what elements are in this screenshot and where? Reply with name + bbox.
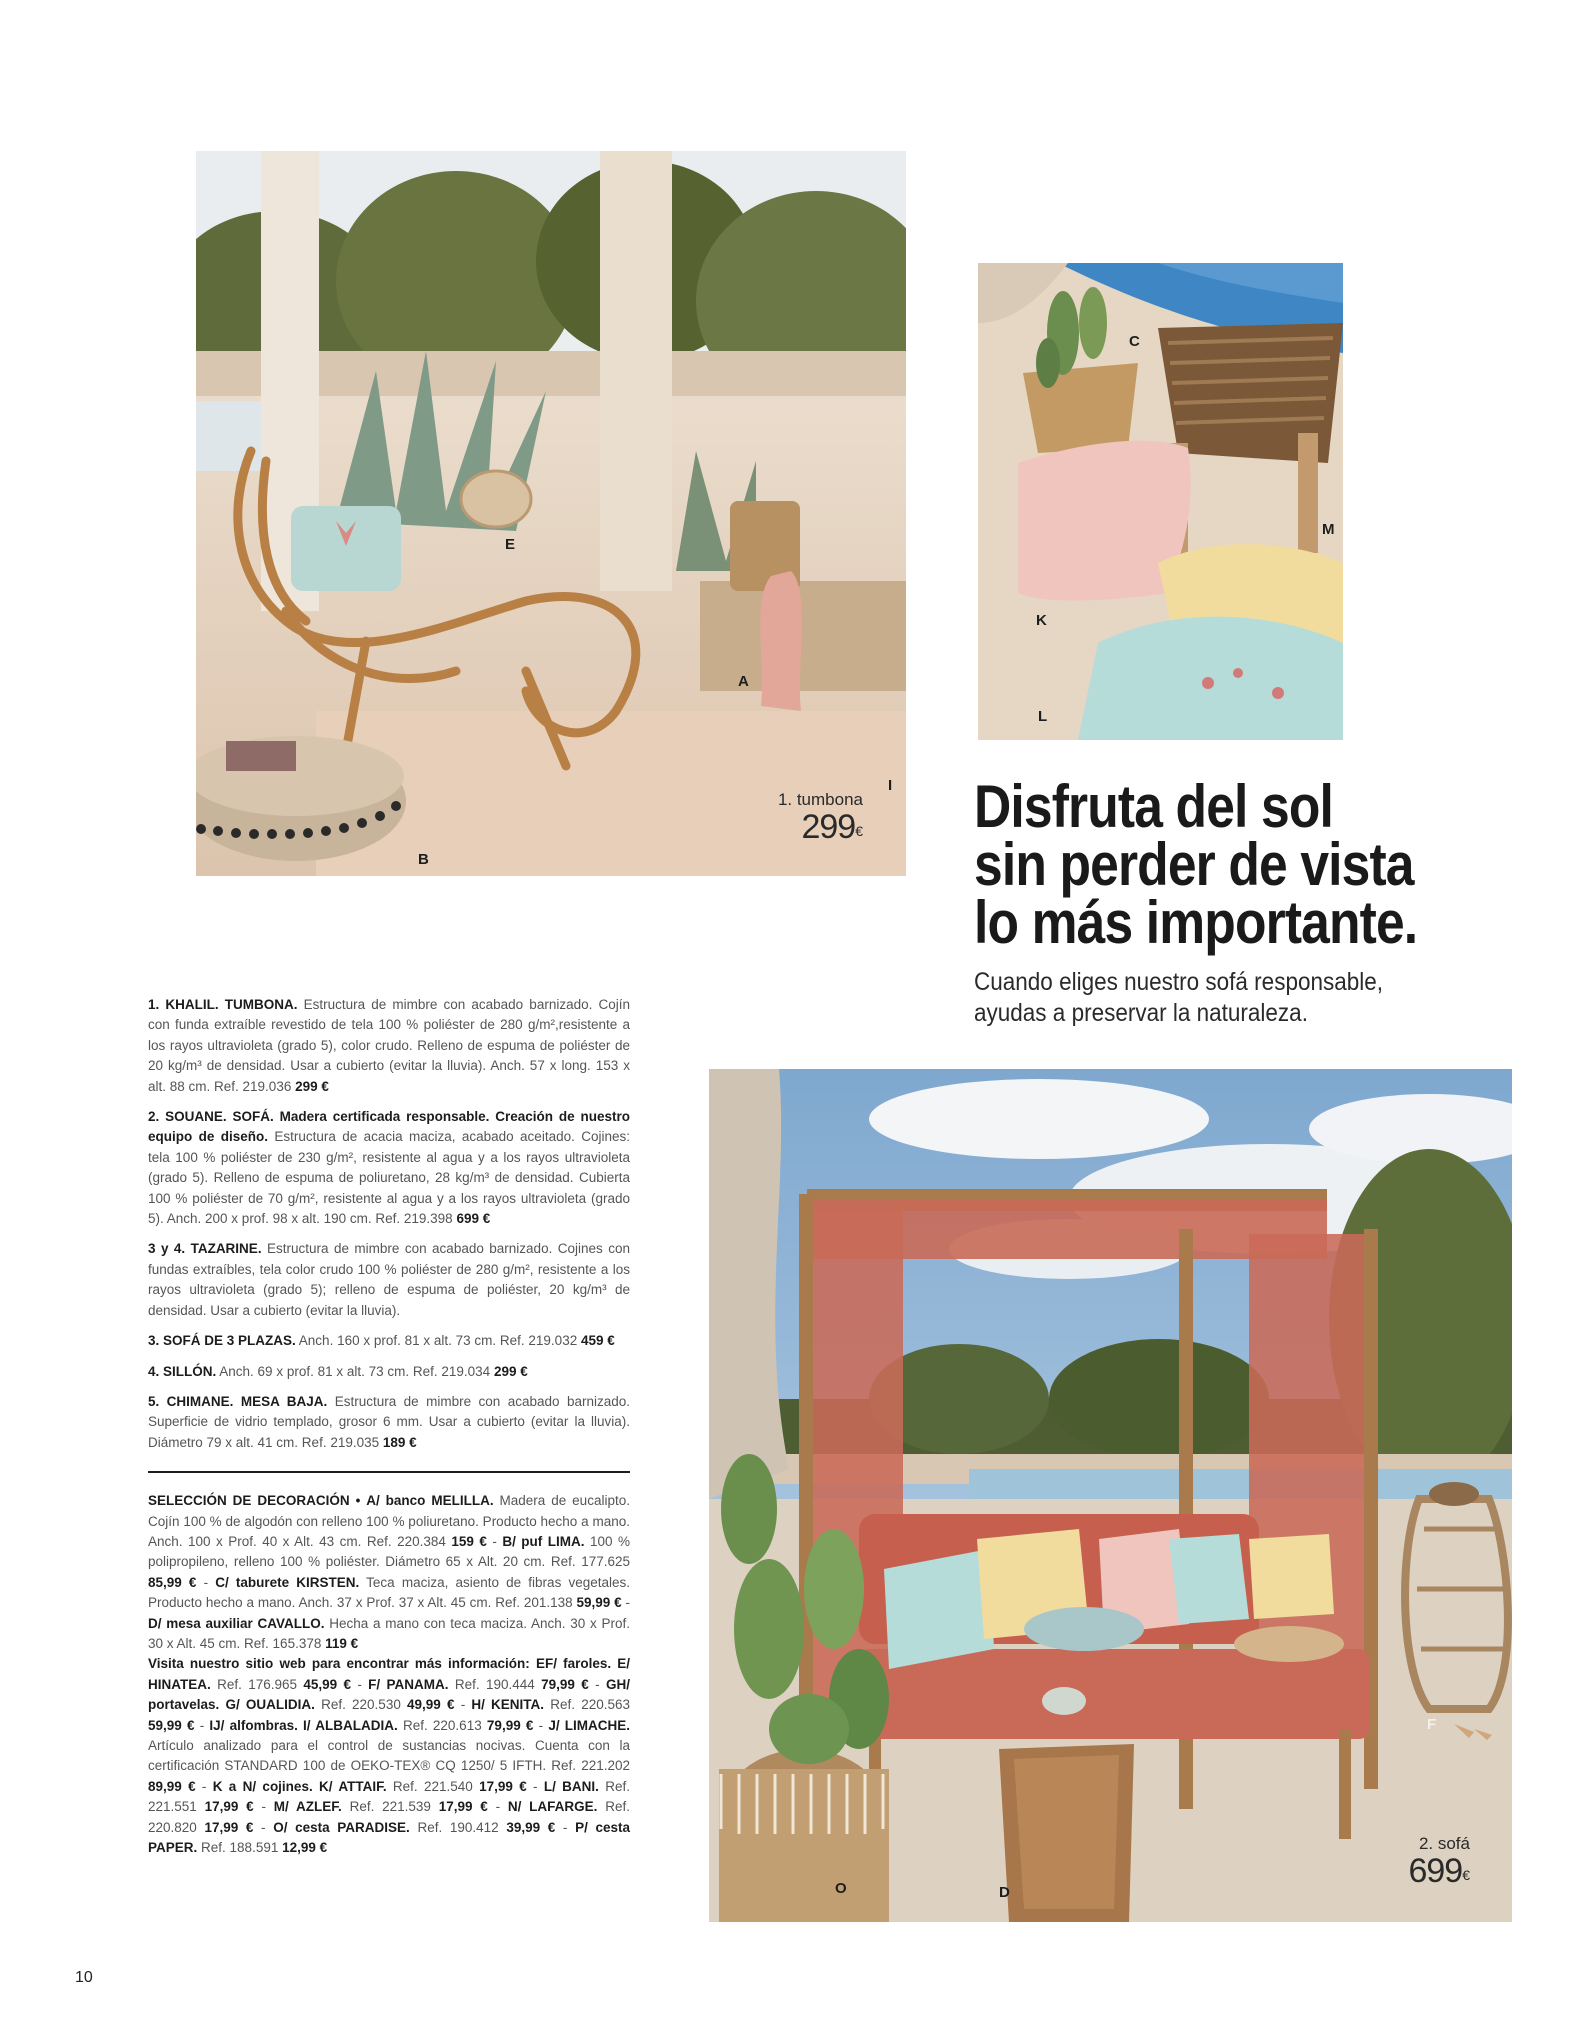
web-item: P/ cesta PAPER. Ref. 188.591 12,99 € [148, 1819, 630, 1856]
tumbona-price-label: 1. tumbona [777, 790, 863, 809]
item-letter-b: B [418, 851, 429, 868]
product-entry: 3 y 4. TAZARINE. Estructura de mimbre con acabado barnizado. Cojines con fundas extraíbles, tela color crudo 100 % poliéster de 280 g/m², resistente a los rayos ultravioleta (grado 5); relleno de espuma de poliéster, 20 kg/m³ de densidad. Usar a cubierto (evitar la lluvia). [148, 1241, 630, 1318]
web-item: F/ PANAMA. Ref. 190.444 79,99 € - [368, 1676, 606, 1692]
product-entry: 2. SOUANE. SOFÁ. Madera certificada responsable. Creación de nuestro equipo de diseño. Estructura de acacia maciza, acabado aceitado. Cojines: tela 100 % poliéster de 230 g/m², resistente al agua y a los rayos ultravioleta (grado 5). Relleno de espuma de poliuretano, 28 kg/m³ de densidad. Cubierta 100 % poliéster de 70 g/m², resistente al agua y a los rayos ultravioleta (grado 5). Anch. 200 x prof. 98 x alt. 190 cm. Ref. 219.398 699 € [148, 1109, 630, 1227]
headline-line-1: Disfruta del sol [974, 773, 1333, 840]
headline-line-3: lo más importante. [974, 889, 1418, 956]
decoration-heading: SELECCIÓN DE DECORACIÓN [148, 1493, 350, 1509]
web-item: GH/ portavelas. G/ OUALIDIA. Ref. 220.530 49,99 € - [148, 1676, 630, 1713]
page-subheadline [974, 967, 1478, 1029]
headline-line-2: sin perder de vista [974, 831, 1414, 898]
web-item: M/ AZLEF. Ref. 221.539 17,99 € - [273, 1799, 508, 1815]
item-letter-m: M [1322, 521, 1335, 538]
item-letter-c: C [1129, 333, 1140, 350]
item-letter-f: F [1427, 1716, 1437, 1733]
sofa-price-value: 699€ [1408, 1852, 1470, 1890]
web-item: O/ cesta PARADISE. Ref. 190.412 39,99 € - [273, 1819, 576, 1835]
item-letter-o: O [835, 1880, 847, 1897]
decoration-item: D/ mesa auxiliar CAVALLO. Hecha a mano con teca maciza. Anch. 30 x Prof. 30 x Alt. 45 cm. Ref. 165.378 119 € [148, 1615, 630, 1651]
product-entry: 5. CHIMANE. MESA BAJA. Estructura de mimbre con acabado barnizado. Superficie de vidrio templado, grosor 6 mm. Usar a cubierto (evitar la lluvia). Diámetro 79 x alt. 41 cm. Ref. 219.035 189 € [148, 1393, 630, 1450]
web-item: EF/ faroles. E/ HINATEA. Ref. 176.965 45,99 € - [148, 1656, 630, 1692]
subhead-line-2: ayudas a preservar la naturaleza. [974, 999, 1308, 1027]
item-letter-d: D [999, 1884, 1010, 1901]
decoration-selection: SELECCIÓN DE DECORACIÓN • A/ banco MELILLA. Madera de eucalipto. Cojín 100 % de algodón con relleno 100 % poliuretano. Producto hecho a mano. Anch. 100 x Prof. 40 x Alt. 43 cm. Ref. 220.384 159 € - B/ puf LIMA. 100 % polipropileno, relleno 100 % poliéster. Diámetro 65 x Alt. 20 cm. Ref. 177.625 85,99 € - C/ taburete KIRSTEN. Teca maciza, asiento de fibras vegetales. Producto hecho a mano. Anch. 37 x Prof. 37 x Alt. 45 cm. Ref. 201.138 59,99 € - D/ mesa auxiliar CAVALLO. Hecha a mano con teca maciza. Anch. 30 x Prof. 30 x Alt. 45 cm. Ref. 165.378 119 € [148, 1493, 631, 1651]
web-info-selection [148, 1654, 630, 1858]
decoration-item: B/ puf LIMA. 100 % polipropileno, relleno 100 % poliéster. Diámetro 65 x Alt. 20 cm. Ref. 177.625 85,99 € - [148, 1533, 631, 1590]
sofa-scene-image [709, 1069, 1512, 1922]
photo-sofa [709, 1069, 1512, 1922]
item-letter-a: A [738, 673, 749, 690]
product-entry: 4. SILLÓN. Anch. 69 x prof. 81 x alt. 73 cm. Ref. 219.034 299 € [148, 1363, 528, 1379]
tumbona-price-value: 299€ [801, 808, 863, 846]
web-info-heading: Visita nuestro sitio web para encontrar más información: [148, 1656, 530, 1672]
item-letter-l: L [1038, 708, 1048, 725]
decoration-item: C/ taburete KIRSTEN. Teca maciza, asiento de fibras vegetales. Producto hecho a mano. Anch. 37 x Prof. 37 x Alt. 45 cm. Ref. 201.138 59,99 € - [148, 1574, 630, 1611]
subhead-line-1: Cuando eliges nuestro sofá responsable, [974, 968, 1384, 996]
web-item: N/ LAFARGE. Ref. 220.820 17,99 € - [148, 1799, 630, 1835]
item-letter-k: K [1036, 612, 1047, 629]
page-headline [974, 773, 1421, 956]
sofa-price-label: 2. sofá [1418, 1834, 1470, 1853]
web-item: J/ LIMACHE. Artículo analizado para el control de sustancias nocivas. Cuenta con la certificación STANDARD 100 de OEKO-TEX® CQ 1250/ 5 IFTH. Ref. 221.202 89,99 € - [148, 1717, 631, 1794]
page-number: 10 [75, 1969, 93, 1986]
product-entry: 3. SOFÁ DE 3 PLAZAS. Anch. 160 x prof. 81 x alt. 73 cm. Ref. 219.032 459 € [148, 1333, 615, 1349]
product-entry: 1. KHALIL. TUMBONA. Estructura de mimbre con acabado barnizado. Cojín con funda extraíble revestido de tela 100 % poliéster de 280 g/m²,resistente a los rayos ultravioleta (grado 5), color crudo. Relleno de espuma de poliéster de 20 kg/m³ de densidad. Usar a cubierto (evitar la lluvia). Anch. 57 x long. 153 x alt. 88 cm. Ref. 219.036 299 € [148, 997, 630, 1094]
web-item: K a N/ cojines. K/ ATTAIF. Ref. 221.540 17,99 € - [212, 1778, 544, 1794]
web-item: IJ/ alfombras. I/ ALBALADIA. Ref. 220.613 79,99 € - [209, 1717, 549, 1733]
cushions-scene-image [978, 263, 1343, 740]
web-item: L/ BANI. Ref. 221.551 17,99 € - [148, 1778, 630, 1815]
web-item: H/ KENITA. Ref. 220.563 59,99 € - [148, 1697, 630, 1733]
item-letter-e: E [505, 536, 516, 553]
item-letter-i: I [888, 777, 893, 794]
tumbona-scene-image [196, 151, 906, 876]
photo-cushions [978, 263, 1343, 740]
product-description-column [148, 995, 630, 1868]
tumbona-price-tag [748, 791, 863, 845]
decoration-item: A/ banco MELILLA. Madera de eucalipto. Cojín 100 % de algodón con relleno 100 % poliuretano. Producto hecho a mano. Anch. 100 x Prof. 40 x Alt. 43 cm. Ref. 220.384 159 € - [148, 1493, 630, 1549]
photo-tumbona [196, 151, 906, 876]
section-divider [148, 1471, 630, 1473]
sofa-price-tag [1360, 1835, 1470, 1889]
